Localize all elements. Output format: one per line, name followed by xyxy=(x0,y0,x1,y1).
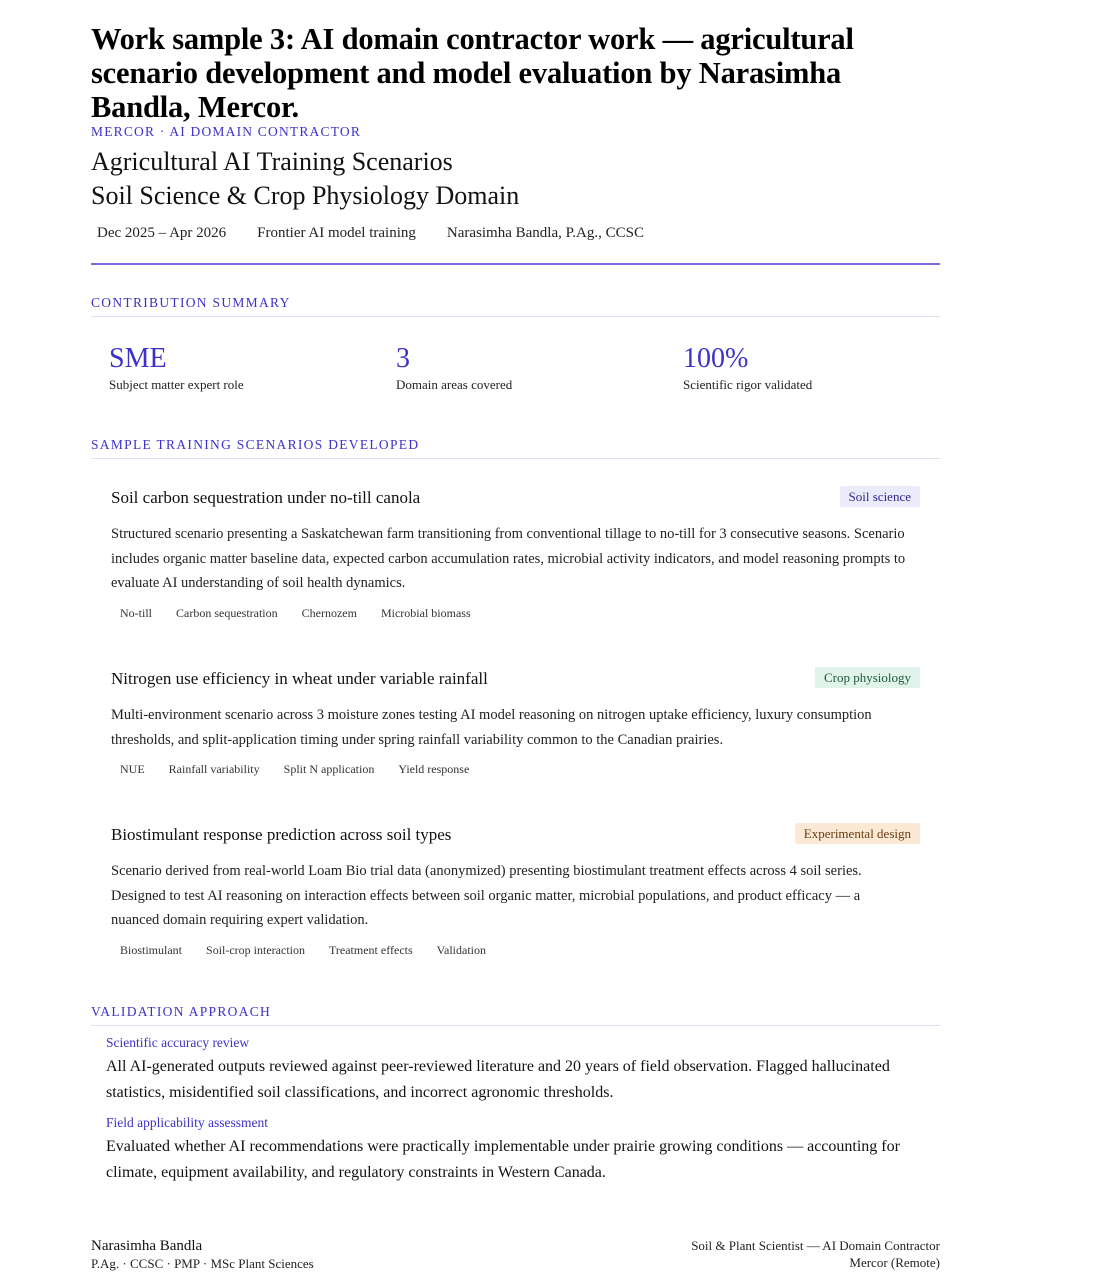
keyword-chip: Soil-crop interaction xyxy=(197,940,314,961)
meta-project: Frontier AI model training xyxy=(257,225,416,241)
footer-role: Soil & Plant Scientist — AI Domain Contractor xyxy=(691,1238,940,1253)
footer-credentials: P.Ag. · CCSC · PMP · MSc Plant Sciences xyxy=(91,1256,314,1271)
keyword-chip: Biostimulant xyxy=(111,940,191,961)
scenario-title: Soil carbon sequestration under no-till canola xyxy=(111,488,421,507)
footer-author xyxy=(91,1238,314,1272)
scenario-tag: Soil science xyxy=(840,486,920,507)
meta-author: Narasimha Bandla, P.Ag., CCSC xyxy=(446,225,644,241)
stat-value: SME xyxy=(109,343,167,374)
header-divider xyxy=(91,263,940,265)
stat-label: Subject matter expert role xyxy=(109,377,244,392)
keyword-list xyxy=(111,940,920,961)
scenario-card-nitrogen xyxy=(111,667,920,780)
keyword-chip: Microbial biomass xyxy=(372,603,480,624)
scenario-tag: Experimental design xyxy=(795,823,920,844)
keyword-list xyxy=(111,603,920,624)
scenario-title: Biostimulant response prediction across soil types xyxy=(111,825,452,844)
stat-role xyxy=(109,342,244,393)
keyword-chip: No-till xyxy=(111,603,161,624)
stat-domains xyxy=(396,342,512,393)
validation-text-applicability: Evaluated whether AI recommendations were practically implementable under prairie growing conditions — accounting for climate, equipment availability, and regulatory constraints in Western Canada. xyxy=(106,1138,900,1181)
scenario-card-soil-carbon xyxy=(111,486,920,624)
section-label-summary: CONTRIBUTION SUMMARY xyxy=(91,295,291,310)
keyword-chip: Carbon sequestration xyxy=(167,603,287,624)
stat-value: 100% xyxy=(683,343,749,374)
keyword-chip: Yield response xyxy=(389,759,478,780)
keyword-chip: Split N application xyxy=(275,759,384,780)
section-divider xyxy=(91,316,940,317)
footer-role-block xyxy=(691,1238,940,1271)
meta-dates: Dec 2025 – Apr 2026 xyxy=(97,225,227,241)
document-title xyxy=(91,145,519,213)
stat-label: Scientific rigor validated xyxy=(683,377,813,392)
section-divider xyxy=(91,458,940,459)
keyword-chip: Chernozem xyxy=(293,603,366,624)
section-label-validation: VALIDATION APPROACH xyxy=(91,1004,272,1019)
section-label-scenarios: SAMPLE TRAINING SCENARIOS DEVELOPED xyxy=(91,437,420,452)
scenario-card-biostimulant xyxy=(111,823,920,961)
work-sample-title: Work sample 3: AI domain contractor work — agricultural scenario development and model evaluation by Narasimha Bandla, Mercor. xyxy=(91,22,854,124)
keyword-chip: Validation xyxy=(428,940,495,961)
document-title-line2: Soil Science & Crop Physiology Domain xyxy=(91,181,520,210)
keyword-chip: Treatment effects xyxy=(320,940,422,961)
scenario-description: Structured scenario presenting a Saskatchewan farm transitioning from conventional tillage to no-till for 3 consecutive seasons. Scenario includes organic matter baseline data, expected carbon accumulation rates, microbial activity indicators, and model reasoning prompts to evaluate AI understanding of soil health dynamics. xyxy=(111,526,906,591)
stat-rigor xyxy=(683,342,812,393)
validation-heading-accuracy: Scientific accuracy review xyxy=(106,1035,250,1050)
keyword-chip: Rainfall variability xyxy=(160,759,269,780)
stat-label: Domain areas covered xyxy=(396,377,513,392)
keyword-chip: NUE xyxy=(111,759,154,780)
scenario-description: Multi-environment scenario across 3 moisture zones testing AI model reasoning on nitrogen uptake efficiency, luxury consumption thresholds, and split-application timing under spring rainfall variability common to the Canadian prairies. xyxy=(111,707,872,748)
validation-text-accuracy: All AI-generated outputs reviewed against peer-reviewed literature and 20 years of field observation. Flagged hallucinated statistics, misidentified soil classifications, and incorrect agronomic thresholds. xyxy=(106,1058,890,1101)
document-title-line1: Agricultural AI Training Scenarios xyxy=(91,147,453,176)
section-divider xyxy=(91,1025,940,1026)
footer-company: Mercor (Remote) xyxy=(849,1255,940,1270)
keyword-list xyxy=(111,759,920,780)
meta-row xyxy=(97,225,675,242)
scenario-title: Nitrogen use efficiency in wheat under variable rainfall xyxy=(111,669,488,688)
scenario-tag: Crop physiology xyxy=(815,667,920,688)
stat-value: 3 xyxy=(396,343,410,374)
scenario-description: Scenario derived from real-world Loam Bio trial data (anonymized) presenting biostimulant treatment effects across 4 soil series. Designed to test AI reasoning on interaction effects between soil organic matter, microbial populations, and product efficacy — a nuanced domain requiring expert validation. xyxy=(111,863,862,928)
validation-heading-applicability: Field applicability assessment xyxy=(106,1115,268,1130)
footer-name: Narasimha Bandla xyxy=(91,1238,203,1254)
eyebrow-label: MERCOR · AI DOMAIN CONTRACTOR xyxy=(91,124,362,139)
